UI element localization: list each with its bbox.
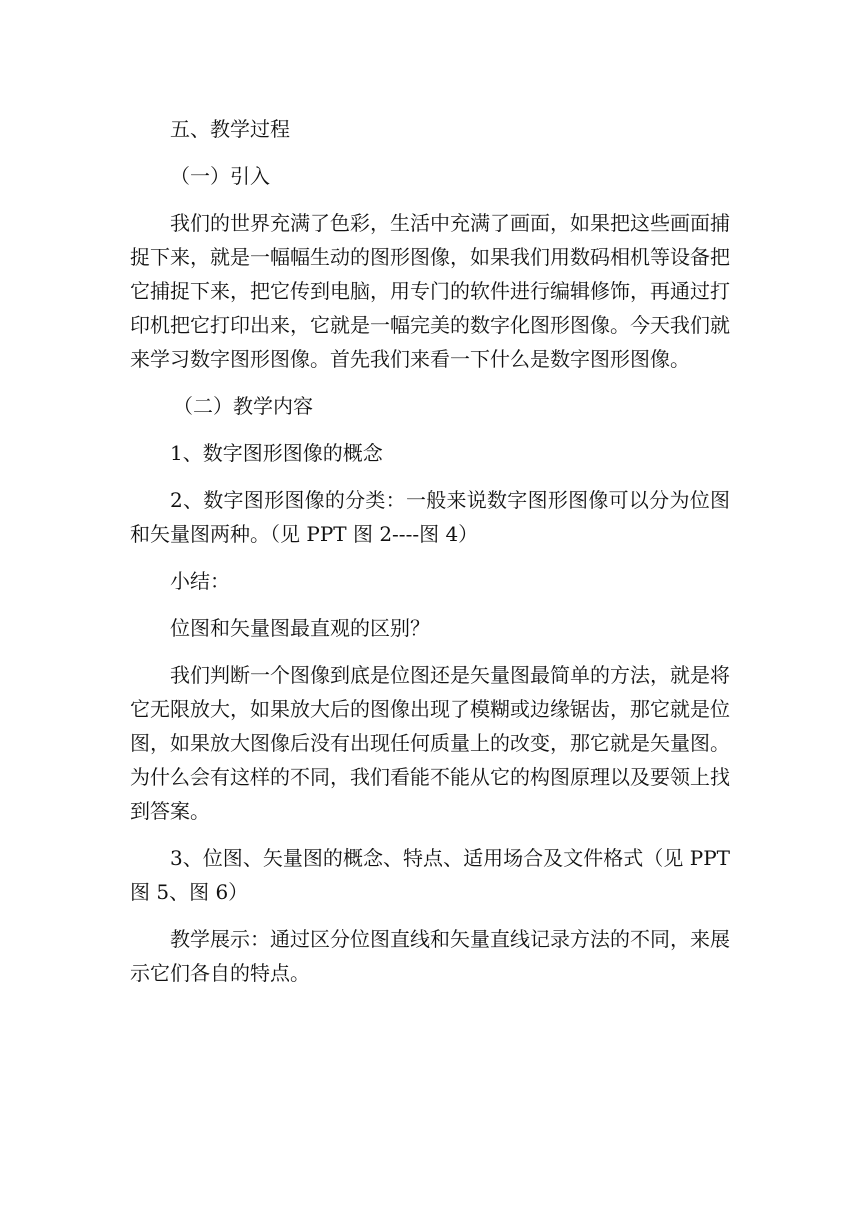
question-paragraph: 位图和矢量图最直观的区别？ bbox=[170, 616, 430, 640]
body-paragraph: 我们判断一个图像到底是位图还是矢量图最简单的方法，就是将它无限放大，如果放大后的图像出现了模糊或边缘锯齿，那它就是位图，如果放大图像后没有出现任何质量上的改变，那它就是矢量图。为什么会有这样的不同，我们看能不能从它的构图原理以及要领上找到答案。 bbox=[130, 663, 730, 823]
subsection-heading: （一）引入 bbox=[170, 164, 270, 188]
intro-paragraph: 我们的世界充满了色彩，生活中充满了画面，如果把这些画面捕捉下来，就是一幅幅生动的图形图像，如果我们用数码相机等设备把它捕捉下来，把它传到电脑，用专门的软件进行编辑修饰，再通过打印机把它打印出来，它就是一幅完美的数字化图形图像。今天我们就来学习数字图形图像。首先我们来看一下什么是数字图形图像。 bbox=[130, 211, 730, 371]
list-item: 1、数字图形图像的概念 bbox=[170, 441, 383, 465]
section-heading: 五、教学过程 bbox=[170, 117, 290, 141]
list-item: 3、位图、矢量图的概念、特点、适用场合及文件格式（见 PPT 图 5、图 6） bbox=[130, 846, 730, 904]
list-item: 2、数字图形图像的分类：一般来说数字图形图像可以分为位图和矢量图两种。（见 PPT 图 2----图 4） bbox=[130, 488, 730, 546]
subsection-heading: （二）教学内容 bbox=[173, 394, 313, 418]
body-paragraph: 教学展示：通过区分位图直线和矢量直线记录方法的不同，来展示它们各自的特点。 bbox=[130, 927, 730, 985]
document-body bbox=[130, 112, 730, 1003]
summary-label: 小结： bbox=[170, 569, 230, 593]
